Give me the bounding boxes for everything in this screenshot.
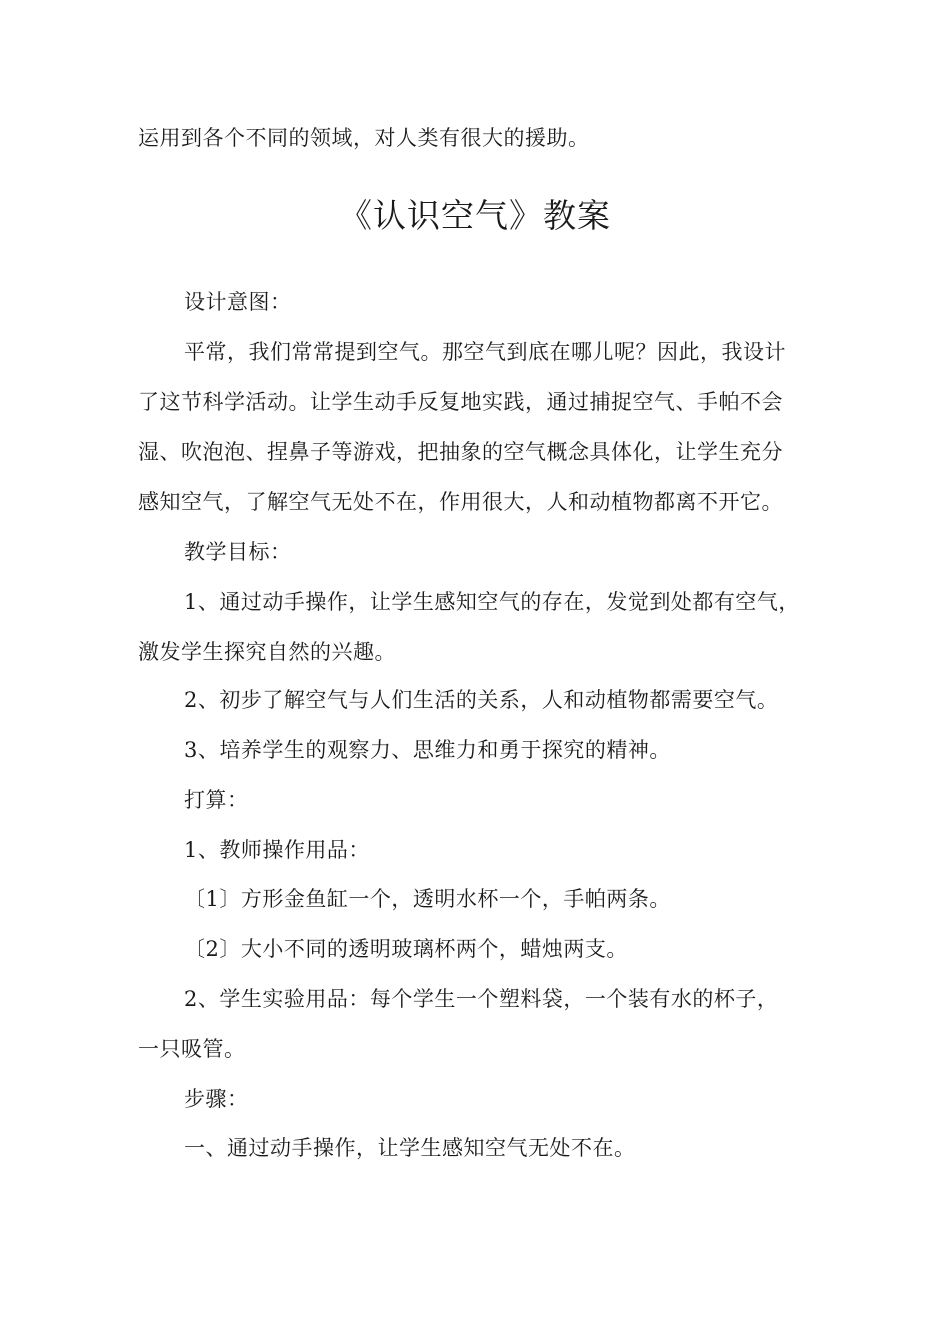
goals-heading: 教学目标：: [184, 540, 292, 564]
step-1: 一、通过动手操作，让学生感知空气无处不在。: [184, 1136, 636, 1160]
prep-item-1: 1、教师操作用品：: [184, 838, 370, 862]
prep-heading: 打算：: [184, 788, 249, 812]
design-intent-heading: 设计意图：: [184, 290, 292, 314]
goal-3: 3、培养学生的观察力、思维力和勇于探究的精神。: [184, 738, 671, 762]
prep-item-1-b: 〔2〕大小不同的透明玻璃杯两个，蜡烛两支。: [184, 937, 628, 961]
goal-2: 2、初步了解空气与人们生活的关系，人和动植物都需要空气。: [184, 688, 779, 712]
design-intent-line: 感知空气，了解空气无处不在，作用很大，人和动植物都离不开它。: [138, 490, 783, 514]
design-intent-line: 了这节科学活动。让学生动手反复地实践，通过捕捉空气、手帕不会: [138, 390, 783, 414]
design-intent-line: 平常，我们常常提到空气。那空气到底在哪儿呢？因此，我设计: [184, 340, 786, 364]
steps-heading: 步骤：: [184, 1087, 249, 1111]
prep-item-2-line: 一只吸管。: [138, 1037, 246, 1061]
prep-item-1-a: 〔1〕方形金鱼缸一个，透明水杯一个，手帕两条。: [184, 887, 671, 911]
prep-item-2-line: 2、学生实验用品：每个学生一个塑料袋，一个装有水的杯子，: [184, 987, 779, 1011]
design-intent-line: 湿、吹泡泡、捏鼻子等游戏，把抽象的空气概念具体化，让学生充分: [138, 440, 783, 464]
goal-1-line: 1、通过动手操作，让学生感知空气的存在，发觉到处都有空气，: [184, 590, 800, 614]
document-title: 《认识空气》教案: [339, 196, 611, 235]
carryover-line: 运用到各个不同的领域，对人类有很大的援助。: [138, 126, 590, 150]
goal-1-line: 激发学生探究自然的兴趣。: [138, 640, 396, 664]
